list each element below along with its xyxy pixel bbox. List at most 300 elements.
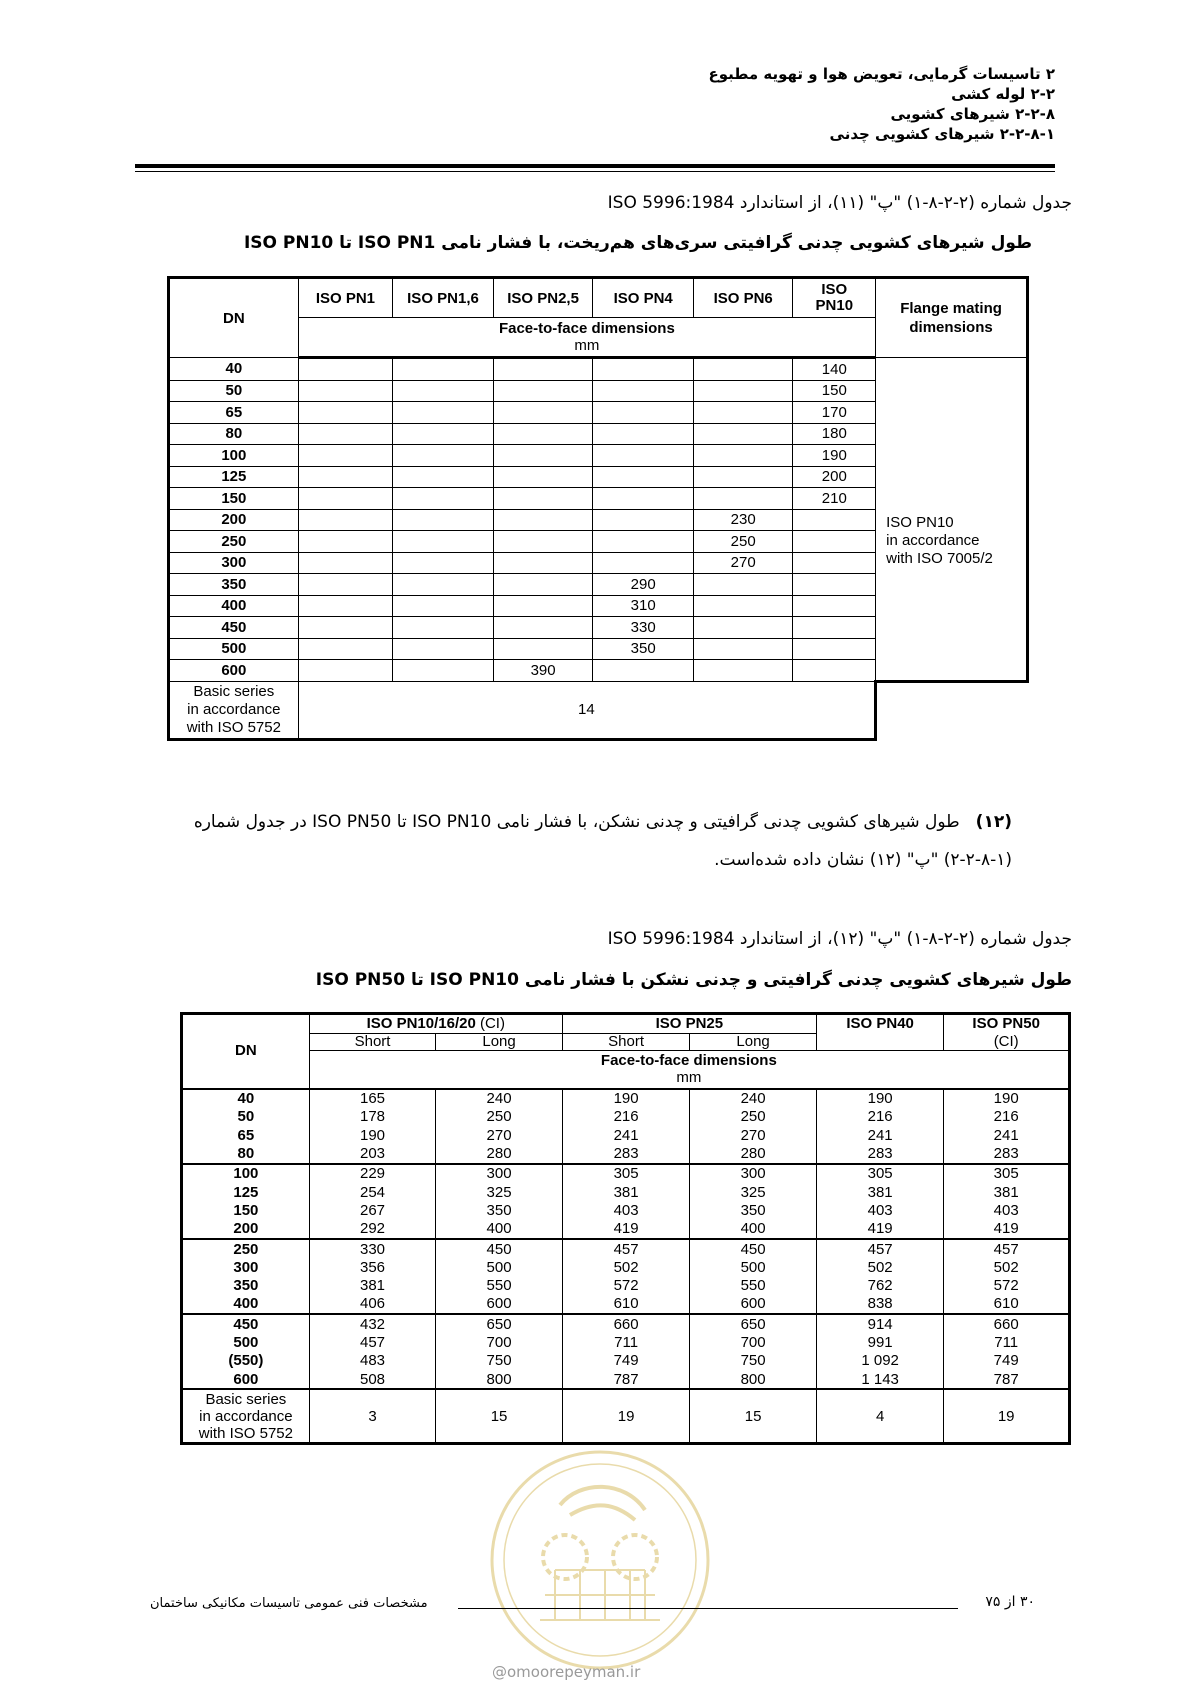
section-header bbox=[355, 64, 1055, 144]
table2-value-cell: 550 bbox=[436, 1276, 563, 1294]
table2-group1-label: ISO PN10/16/20 bbox=[366, 1015, 476, 1032]
table1-caption: جدول شماره (۲-۲-۸-۱) "پ" (۱۱)، از استاندارد ISO 5996:1984 bbox=[607, 193, 1072, 213]
table1-value-cell bbox=[493, 552, 593, 574]
table1-value-cell bbox=[393, 402, 494, 424]
table1-value-cell bbox=[393, 660, 494, 682]
table1-value-cell bbox=[793, 552, 876, 574]
table2-value-cell: 600 bbox=[690, 1295, 817, 1314]
table-row bbox=[182, 1201, 1070, 1219]
table1-flange-line: ISO PN10 bbox=[886, 513, 954, 531]
table2-value-cell: 241 bbox=[562, 1126, 690, 1144]
footer-doc-title: مشخصات فنی عمومی تاسیسات مکانیکی ساختمان bbox=[150, 1596, 428, 1611]
site-watermark: @omoorepeyman.ir bbox=[492, 1663, 641, 1681]
table2-dn-cell: 200 bbox=[182, 1220, 310, 1239]
table1-value-cell bbox=[493, 509, 593, 531]
table2-group3-header: ISO PN40 bbox=[816, 1014, 944, 1051]
table1-value-cell bbox=[693, 638, 793, 660]
table1-subheader-label: Face-to-face dimensions bbox=[498, 320, 675, 337]
table1-value-cell bbox=[393, 445, 494, 467]
table1-value-cell bbox=[493, 445, 593, 467]
table1-dn-header: DN bbox=[169, 278, 299, 358]
table1-value-cell bbox=[298, 358, 393, 381]
table2-value-cell: 991 bbox=[816, 1333, 944, 1351]
table1 bbox=[167, 276, 1029, 741]
table2-value-cell: 400 bbox=[436, 1220, 563, 1239]
table2-group4-sub: (CI) bbox=[944, 1034, 1070, 1051]
table2-value-cell: 280 bbox=[436, 1144, 563, 1163]
table1-value-cell bbox=[693, 466, 793, 488]
table-row bbox=[182, 1183, 1070, 1201]
table2-value-cell: 283 bbox=[816, 1144, 944, 1163]
header-line-2: ۲-۲ لوله کشی bbox=[951, 85, 1055, 103]
table1-value-cell: 180 bbox=[793, 423, 876, 445]
table-row bbox=[182, 1295, 1070, 1314]
table1-value-cell bbox=[693, 617, 793, 639]
table1-value-cell bbox=[693, 595, 793, 617]
table2-value-cell: 216 bbox=[562, 1108, 690, 1126]
table2-value-cell: 165 bbox=[309, 1089, 436, 1108]
table1-dn-cell: 600 bbox=[169, 660, 299, 682]
table2-value-cell: 305 bbox=[944, 1164, 1070, 1183]
table1-col-header: ISO PN1 bbox=[298, 278, 393, 318]
table2-value-cell: 500 bbox=[436, 1258, 563, 1276]
table2-dn-cell: 500 bbox=[182, 1333, 310, 1351]
table1-dn-cell: 40 bbox=[169, 358, 299, 381]
basic-series-line: in accordance bbox=[199, 1407, 293, 1425]
table1-value-cell bbox=[298, 445, 393, 467]
table2-value-cell: 403 bbox=[944, 1201, 1070, 1219]
table-row bbox=[182, 1089, 1070, 1108]
table2-dn-header: DN bbox=[182, 1014, 310, 1089]
table1-value-cell bbox=[393, 509, 494, 531]
table-row bbox=[182, 1220, 1070, 1239]
table1-value-cell bbox=[593, 466, 694, 488]
table-row bbox=[182, 1333, 1070, 1351]
table1-value-cell: 210 bbox=[793, 488, 876, 510]
table2-basic-series-label bbox=[182, 1389, 310, 1443]
table2-value-cell: 1 143 bbox=[816, 1370, 944, 1389]
table1-value-cell bbox=[693, 423, 793, 445]
table2-value-cell: 400 bbox=[690, 1220, 817, 1239]
table2-dn-cell: 80 bbox=[182, 1144, 310, 1163]
table2-value-cell: 190 bbox=[816, 1089, 944, 1108]
table1-value-cell bbox=[493, 488, 593, 510]
table1-value-cell bbox=[298, 423, 393, 445]
table2-group2-header: ISO PN25 bbox=[562, 1014, 816, 1034]
table1-value-cell bbox=[793, 638, 876, 660]
table2-value-cell: 610 bbox=[562, 1295, 690, 1314]
table1-dn-cell: 50 bbox=[169, 380, 299, 402]
table1-value-cell bbox=[693, 380, 793, 402]
paragraph-line-1: طول شیرهای کشویی چدنی گرافیتی و چدنی نشکن، با فشار نامی ISO PN10 تا ISO PN50 در جدول شماره bbox=[193, 812, 960, 832]
header-rule-thick bbox=[135, 164, 1055, 168]
table2-value-cell: 381 bbox=[944, 1183, 1070, 1201]
table2-dn-cell: 600 bbox=[182, 1370, 310, 1389]
table2-group4-header: ISO PN50 bbox=[944, 1014, 1070, 1034]
table1-value-cell bbox=[693, 574, 793, 596]
table2-value-cell: 241 bbox=[944, 1126, 1070, 1144]
table1-value-cell: 150 bbox=[793, 380, 876, 402]
table2-dn-cell: 250 bbox=[182, 1239, 310, 1258]
basic-series-line: with ISO 5752 bbox=[186, 718, 281, 736]
table1-dn-cell: 250 bbox=[169, 531, 299, 553]
table1-value-cell bbox=[593, 423, 694, 445]
table2-value-cell: 300 bbox=[436, 1164, 563, 1183]
table1-value-cell bbox=[493, 380, 593, 402]
table2-subheader-label: Face-to-face dimensions bbox=[600, 1052, 777, 1070]
table2-value-cell: 240 bbox=[436, 1089, 563, 1108]
table2 bbox=[180, 1012, 1071, 1445]
table2-value-cell: 419 bbox=[944, 1220, 1070, 1239]
table2-value-cell: 190 bbox=[309, 1126, 436, 1144]
table-row bbox=[182, 1108, 1070, 1126]
table2-dn-cell: 450 bbox=[182, 1314, 310, 1333]
table1-value-cell bbox=[593, 445, 694, 467]
table1-value-cell bbox=[693, 402, 793, 424]
table1-subheader bbox=[298, 318, 875, 358]
table2-value-cell: 550 bbox=[690, 1276, 817, 1294]
table1-value-cell bbox=[493, 423, 593, 445]
table2-value-cell: 483 bbox=[309, 1352, 436, 1370]
table2-value-cell: 750 bbox=[436, 1352, 563, 1370]
table2-value-cell: 700 bbox=[436, 1333, 563, 1351]
table1-value-cell bbox=[493, 402, 593, 424]
table1-value-cell bbox=[298, 595, 393, 617]
table1-value-cell bbox=[493, 531, 593, 553]
table2-short-header: Short bbox=[562, 1034, 690, 1051]
table2-value-cell: 356 bbox=[309, 1258, 436, 1276]
table1-value-cell bbox=[793, 617, 876, 639]
table1-value-cell: 250 bbox=[693, 531, 793, 553]
table1-value-cell bbox=[793, 531, 876, 553]
table1-value-cell bbox=[393, 380, 494, 402]
table-row bbox=[182, 1258, 1070, 1276]
table2-dn-cell: 400 bbox=[182, 1295, 310, 1314]
table2-value-cell: 305 bbox=[562, 1164, 690, 1183]
table2-value-cell: 419 bbox=[562, 1220, 690, 1239]
table1-col-header: ISO PN2,5 bbox=[493, 278, 593, 318]
table1-value-cell bbox=[793, 509, 876, 531]
table2-value-cell: 330 bbox=[309, 1239, 436, 1258]
table2-value-cell: 1 092 bbox=[816, 1352, 944, 1370]
table2-value-cell: 502 bbox=[816, 1258, 944, 1276]
table1-value-cell bbox=[393, 531, 494, 553]
table2-value-cell: 572 bbox=[562, 1276, 690, 1294]
table1-value-cell bbox=[593, 552, 694, 574]
table2-value-cell: 572 bbox=[944, 1276, 1070, 1294]
table2-value-cell: 178 bbox=[309, 1108, 436, 1126]
table2-value-cell: 403 bbox=[562, 1201, 690, 1219]
table2-unit: mm bbox=[676, 1069, 702, 1087]
table1-value-cell bbox=[393, 552, 494, 574]
table2-long-header: Long bbox=[436, 1034, 563, 1051]
header-line-4: ۲-۲-۸-۱ شیرهای کشویی چدنی bbox=[829, 125, 1055, 143]
table1-value-cell bbox=[493, 617, 593, 639]
table1-dn-cell: 150 bbox=[169, 488, 299, 510]
table2-value-cell: 190 bbox=[944, 1089, 1070, 1108]
table2-long-header: Long bbox=[690, 1034, 817, 1051]
table-row bbox=[182, 1370, 1070, 1389]
table1-dn-cell: 65 bbox=[169, 402, 299, 424]
table1-dn-cell: 300 bbox=[169, 552, 299, 574]
table2-dn-cell: (550) bbox=[182, 1352, 310, 1370]
table2-value-cell: 190 bbox=[562, 1089, 690, 1108]
table1-value-cell: 310 bbox=[593, 595, 694, 617]
table1-value-cell bbox=[298, 638, 393, 660]
table2-value-cell: 650 bbox=[436, 1314, 563, 1333]
table2-value-cell: 800 bbox=[436, 1370, 563, 1389]
table1-value-cell bbox=[298, 488, 393, 510]
table1-value-cell bbox=[593, 660, 694, 682]
table2-value-cell: 381 bbox=[816, 1183, 944, 1201]
table1-dn-cell: 125 bbox=[169, 466, 299, 488]
table2-value-cell: 610 bbox=[944, 1295, 1070, 1314]
basic-series-line: with ISO 5752 bbox=[198, 1424, 293, 1442]
table1-basic-series-label bbox=[169, 681, 299, 739]
table2-value-cell: 457 bbox=[816, 1239, 944, 1258]
table2-value-cell: 508 bbox=[309, 1370, 436, 1389]
table1-value-cell bbox=[393, 574, 494, 596]
table1-value-cell bbox=[393, 617, 494, 639]
table1-flange-line: in accordance bbox=[886, 531, 980, 549]
table2-value-cell: 711 bbox=[562, 1333, 690, 1351]
table-row bbox=[182, 1164, 1070, 1183]
table2-value-cell: 749 bbox=[944, 1352, 1070, 1370]
table2-value-cell: 502 bbox=[944, 1258, 1070, 1276]
table2-value-cell: 457 bbox=[944, 1239, 1070, 1258]
table2-group1-suffix: (CI) bbox=[475, 1015, 505, 1032]
table2-value-cell: 305 bbox=[816, 1164, 944, 1183]
table1-value-cell bbox=[298, 552, 393, 574]
table1-value-cell bbox=[793, 574, 876, 596]
table2-value-cell: 270 bbox=[436, 1126, 563, 1144]
paragraph-line-2: (۲-۲-۸-۱) "پ" (۱۲) نشان داده شده‌است. bbox=[714, 850, 1012, 870]
table1-flange-header: Flange mating dimensions bbox=[876, 278, 1028, 358]
table2-value-cell: 700 bbox=[690, 1333, 817, 1351]
table1-value-cell bbox=[298, 402, 393, 424]
table2-value-cell: 711 bbox=[944, 1333, 1070, 1351]
table2-value-cell: 914 bbox=[816, 1314, 944, 1333]
footer-page-number: ۳۰ از ۷۵ bbox=[985, 1594, 1035, 1610]
table2-value-cell: 254 bbox=[309, 1183, 436, 1201]
table1-value-cell bbox=[793, 595, 876, 617]
table1-value-cell bbox=[298, 660, 393, 682]
table1-value-cell: 270 bbox=[693, 552, 793, 574]
table2-value-cell: 280 bbox=[690, 1144, 817, 1163]
table2-dn-cell: 40 bbox=[182, 1089, 310, 1108]
table2-value-cell: 838 bbox=[816, 1295, 944, 1314]
table1-dn-cell: 500 bbox=[169, 638, 299, 660]
table2-value-cell: 419 bbox=[816, 1220, 944, 1239]
table2-value-cell: 450 bbox=[436, 1239, 563, 1258]
table-row bbox=[169, 358, 1028, 381]
paragraph-12 bbox=[152, 803, 1012, 879]
table1-value-cell bbox=[593, 402, 694, 424]
table1-dn-cell: 80 bbox=[169, 423, 299, 445]
table1-value-cell bbox=[593, 531, 694, 553]
basic-series-line: Basic series bbox=[193, 682, 275, 700]
table1-value-cell: 140 bbox=[793, 358, 876, 381]
table2-dn-cell: 65 bbox=[182, 1126, 310, 1144]
table1-value-cell bbox=[493, 638, 593, 660]
table1-col-header: ISO PN6 bbox=[693, 278, 793, 318]
table1-value-cell bbox=[593, 509, 694, 531]
footer-rule bbox=[458, 1608, 958, 1609]
table2-value-cell: 283 bbox=[562, 1144, 690, 1163]
header-rule-thin bbox=[135, 171, 1055, 172]
paragraph-number: (۱۲) bbox=[975, 812, 1012, 832]
table1-value-cell bbox=[493, 574, 593, 596]
table2-basic-series-value: 15 bbox=[690, 1389, 817, 1443]
table1-dn-cell: 100 bbox=[169, 445, 299, 467]
table2-value-cell: 283 bbox=[944, 1144, 1070, 1163]
table2-dn-cell: 350 bbox=[182, 1276, 310, 1294]
table1-value-cell bbox=[298, 466, 393, 488]
table2-value-cell: 457 bbox=[562, 1239, 690, 1258]
table1-unit: mm bbox=[574, 337, 600, 354]
table1-value-cell bbox=[593, 488, 694, 510]
table2-group1-header bbox=[309, 1014, 562, 1034]
table2-value-cell: 292 bbox=[309, 1220, 436, 1239]
table1-value-cell bbox=[393, 488, 494, 510]
table1-dn-cell: 200 bbox=[169, 509, 299, 531]
table2-basic-series-value: 4 bbox=[816, 1389, 944, 1443]
table2-basic-series-value: 19 bbox=[944, 1389, 1070, 1443]
table-row bbox=[182, 1126, 1070, 1144]
table2-basic-series-value: 15 bbox=[436, 1389, 563, 1443]
table2-value-cell: 229 bbox=[309, 1164, 436, 1183]
table1-value-cell: 390 bbox=[493, 660, 593, 682]
table2-value-cell: 660 bbox=[944, 1314, 1070, 1333]
table-row bbox=[182, 1352, 1070, 1370]
header-line-3: ۲-۲-۸ شیرهای کشویی bbox=[890, 105, 1055, 123]
table2-value-cell: 250 bbox=[690, 1108, 817, 1126]
table2-value-cell: 381 bbox=[309, 1276, 436, 1294]
table2-value-cell: 500 bbox=[690, 1258, 817, 1276]
table1-value-cell: 290 bbox=[593, 574, 694, 596]
table1-value-cell bbox=[393, 358, 494, 381]
table1-value-cell: 330 bbox=[593, 617, 694, 639]
table1-dn-cell: 400 bbox=[169, 595, 299, 617]
table1-value-cell bbox=[298, 380, 393, 402]
table1-value-cell bbox=[593, 380, 694, 402]
table1-value-cell bbox=[793, 660, 876, 682]
table1-basic-series-value: 14 bbox=[298, 681, 875, 739]
table2-value-cell: 750 bbox=[690, 1352, 817, 1370]
table1-value-cell: 200 bbox=[793, 466, 876, 488]
table1-dn-cell: 350 bbox=[169, 574, 299, 596]
table2-value-cell: 787 bbox=[562, 1370, 690, 1389]
table1-value-cell bbox=[393, 466, 494, 488]
table2-value-cell: 325 bbox=[436, 1183, 563, 1201]
table2-value-cell: 762 bbox=[816, 1276, 944, 1294]
table2-value-cell: 787 bbox=[944, 1370, 1070, 1389]
table2-dn-cell: 125 bbox=[182, 1183, 310, 1201]
table2-value-cell: 325 bbox=[690, 1183, 817, 1201]
table1-value-cell bbox=[693, 660, 793, 682]
table1-value-cell bbox=[693, 488, 793, 510]
table1-value-cell bbox=[298, 574, 393, 596]
table1-value-cell: 170 bbox=[793, 402, 876, 424]
table2-value-cell: 650 bbox=[690, 1314, 817, 1333]
table2-value-cell: 432 bbox=[309, 1314, 436, 1333]
table2-value-cell: 406 bbox=[309, 1295, 436, 1314]
table2-value-cell: 203 bbox=[309, 1144, 436, 1163]
table1-value-cell: 350 bbox=[593, 638, 694, 660]
table2-basic-series-row bbox=[182, 1389, 1070, 1443]
table1-dn-cell: 450 bbox=[169, 617, 299, 639]
table2-value-cell: 216 bbox=[816, 1108, 944, 1126]
table2-caption: جدول شماره (۲-۲-۸-۱) "پ" (۱۲)، از استاندارد ISO 5996:1984 bbox=[607, 929, 1072, 949]
table1-basic-series-row bbox=[169, 681, 1028, 739]
table2-dn-cell: 50 bbox=[182, 1108, 310, 1126]
basic-series-line: Basic series bbox=[205, 1390, 287, 1408]
table1-col-header: ISO PN1,6 bbox=[393, 278, 494, 318]
table2-value-cell: 403 bbox=[816, 1201, 944, 1219]
table1-value-cell bbox=[298, 531, 393, 553]
table1-value-cell bbox=[493, 358, 593, 381]
table2-value-cell: 267 bbox=[309, 1201, 436, 1219]
table2-basic-series-value: 19 bbox=[562, 1389, 690, 1443]
table2-value-cell: 457 bbox=[309, 1333, 436, 1351]
table1-value-cell bbox=[493, 466, 593, 488]
table-row bbox=[182, 1144, 1070, 1163]
table2-value-cell: 450 bbox=[690, 1239, 817, 1258]
table2-value-cell: 216 bbox=[944, 1108, 1070, 1126]
watermark-seal-icon bbox=[485, 1445, 715, 1675]
table1-value-cell: 230 bbox=[693, 509, 793, 531]
table2-value-cell: 600 bbox=[436, 1295, 563, 1314]
table1-title: طول شیرهای کشویی چدنی گرافیتی سری‌های هم‌ریخت، با فشار نامی ISO PN1 تا ISO PN10 bbox=[243, 233, 1032, 253]
table2-basic-series-value: 3 bbox=[309, 1389, 436, 1443]
table2-short-header: Short bbox=[309, 1034, 436, 1051]
table-row bbox=[182, 1276, 1070, 1294]
table1-value-cell bbox=[393, 423, 494, 445]
table2-value-cell: 350 bbox=[690, 1201, 817, 1219]
table1-value-cell: 190 bbox=[793, 445, 876, 467]
table2-dn-cell: 100 bbox=[182, 1164, 310, 1183]
table2-subheader bbox=[309, 1051, 1069, 1089]
table1-blank-cell bbox=[876, 681, 1028, 739]
table1-flange-cell bbox=[876, 358, 1028, 682]
table1-value-cell bbox=[693, 358, 793, 381]
table2-dn-cell: 300 bbox=[182, 1258, 310, 1276]
table1-flange-line: with ISO 7005/2 bbox=[886, 549, 993, 567]
table2-value-cell: 270 bbox=[690, 1126, 817, 1144]
table-row bbox=[182, 1314, 1070, 1333]
table2-value-cell: 241 bbox=[816, 1126, 944, 1144]
table1-value-cell bbox=[393, 595, 494, 617]
table2-dn-cell: 150 bbox=[182, 1201, 310, 1219]
table1-value-cell bbox=[493, 595, 593, 617]
table1-col-header: ISO PN4 bbox=[593, 278, 694, 318]
table2-value-cell: 660 bbox=[562, 1314, 690, 1333]
table2-value-cell: 381 bbox=[562, 1183, 690, 1201]
table2-value-cell: 502 bbox=[562, 1258, 690, 1276]
table1-value-cell bbox=[393, 638, 494, 660]
header-line-1: ۲ تاسیسات گرمایی، تعویض هوا و تهویه مطبوع bbox=[708, 65, 1055, 83]
table2-value-cell: 350 bbox=[436, 1201, 563, 1219]
table2-title: طول شیرهای کشویی چدنی گرافیتی و چدنی نشکن با فشار نامی ISO PN10 تا ISO PN50 bbox=[315, 970, 1072, 990]
table1-value-cell bbox=[593, 358, 694, 381]
table2-value-cell: 800 bbox=[690, 1370, 817, 1389]
table1-value-cell bbox=[298, 617, 393, 639]
table1-value-cell bbox=[298, 509, 393, 531]
table2-value-cell: 300 bbox=[690, 1164, 817, 1183]
table2-value-cell: 250 bbox=[436, 1108, 563, 1126]
table2-value-cell: 749 bbox=[562, 1352, 690, 1370]
basic-series-line: in accordance bbox=[187, 700, 281, 718]
